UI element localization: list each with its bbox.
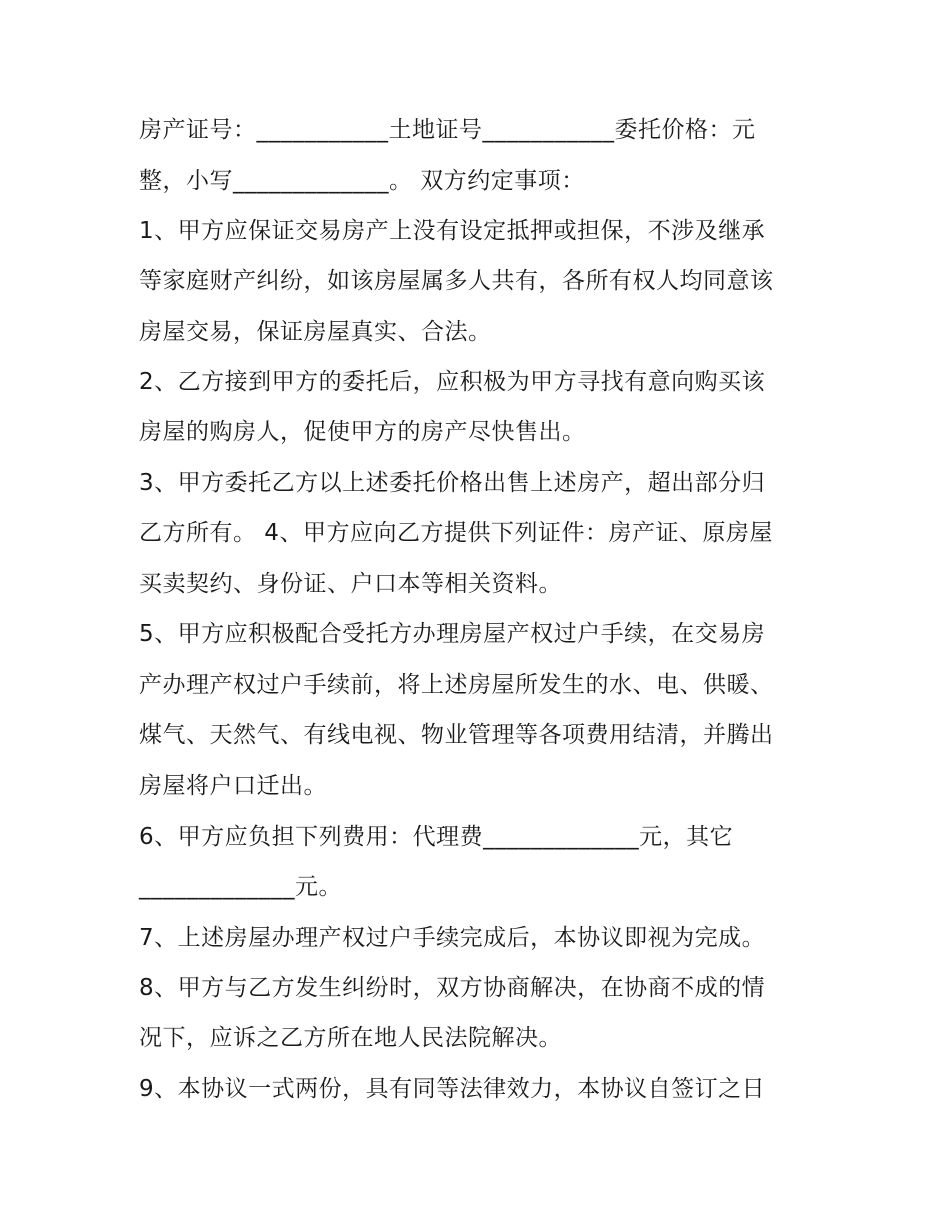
text-line-13: 煤气、天然气、有线电视、物业管理等各项费用结清，并腾出	[139, 722, 774, 748]
text-line-11: 5、甲方应积极配合受托方办理房屋产权过户手续，在交易房	[139, 621, 766, 647]
text-line-9: 乙方所有。 4、甲方应向乙方提供下列证件：房产证、原房屋	[139, 520, 773, 546]
text-line-14: 房屋将户口迁出。	[139, 773, 327, 799]
text-line-12: 产办理产权过户手续前，将上述房屋所发生的水、电、供暖、	[139, 672, 774, 698]
text-line-16: _____________元。	[139, 874, 342, 900]
text-line-15: 6、甲方应负担下列费用：代理费_____________元，其它	[139, 824, 734, 850]
text-line-17: 7、上述房屋办理产权过户手续完成后，本协议即视为完成。	[139, 925, 766, 951]
text-line-4: 等家庭财产纠纷，如该房屋属多人共有，各所有权人均同意该	[139, 268, 774, 294]
text-line-19: 况下，应诉之乙方所在地人民法院解决。	[139, 1025, 562, 1051]
text-line-20: 9、本协议一式两份，具有同等法律效力，本协议自签订之日	[139, 1076, 766, 1102]
text-line-7: 房屋的购房人，促使甲方的房产尽快售出。	[139, 419, 586, 445]
text-line-3: 1、甲方应保证交易房产上没有设定抵押或担保，不涉及继承	[139, 218, 766, 244]
text-line-1: 房产证号：___________土地证号___________委托价格：元	[139, 117, 756, 143]
text-line-8: 3、甲方委托乙方以上述委托价格出售上述房产，超出部分归	[139, 470, 766, 496]
text-line-18: 8、甲方与乙方发生纠纷时，双方协商解决，在协商不成的情	[139, 975, 766, 1001]
text-line-10: 买卖契约、身份证、户口本等相关资料。	[139, 571, 562, 597]
text-line-6: 2、乙方接到甲方的委托后，应积极为甲方寻找有意向购买该	[139, 369, 766, 395]
text-line-2: 整，小写_____________。 双方约定事项：	[139, 168, 585, 194]
text-line-5: 房屋交易，保证房屋真实、合法。	[139, 319, 492, 345]
